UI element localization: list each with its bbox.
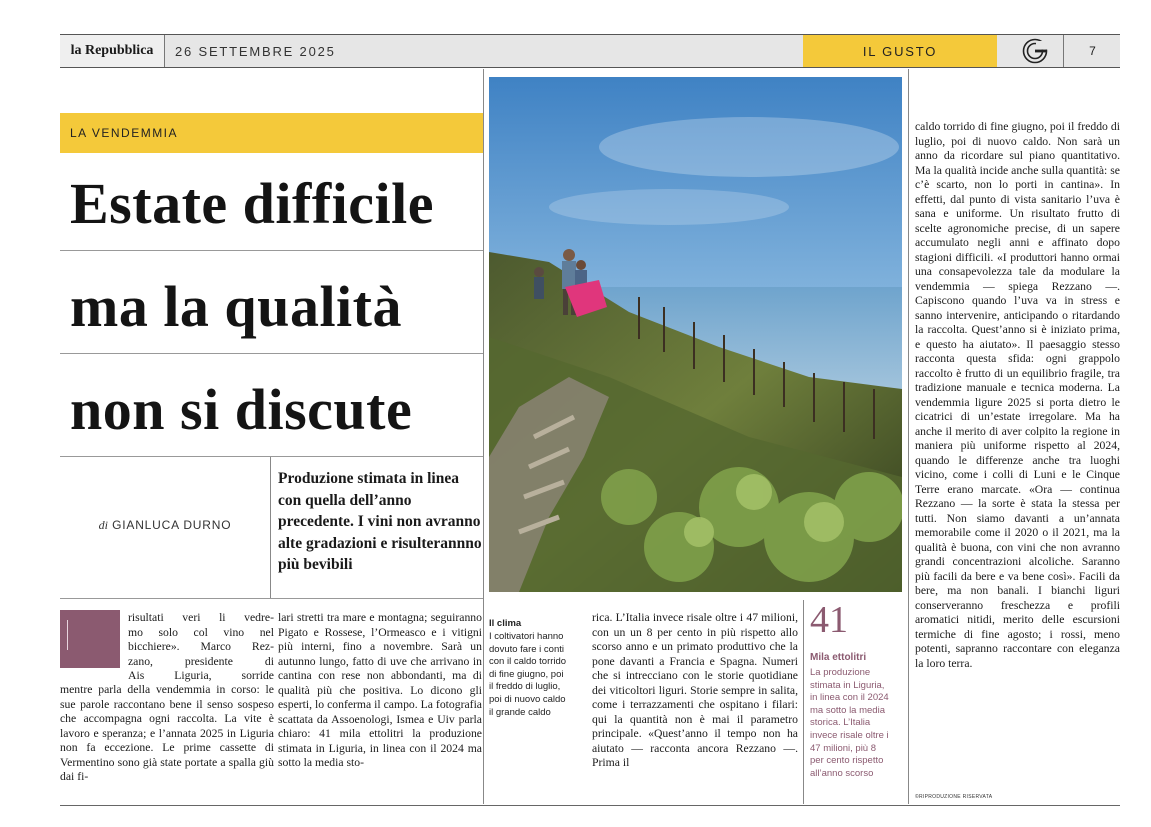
stat-line: stimata in Liguria, bbox=[810, 679, 885, 691]
body-column-1 bbox=[60, 683, 274, 785]
stat-line: storica. L’Italia bbox=[810, 717, 871, 729]
headline-rule bbox=[60, 456, 483, 457]
sidebar-line: il freddo di luglio, bbox=[489, 681, 561, 693]
sidebar-clima-title: Il clima bbox=[489, 618, 522, 629]
stat-line: all’anno scorso bbox=[810, 767, 874, 779]
body-line: risultati veri li vedre- bbox=[128, 611, 274, 624]
body-paragraph: rica. L’Italia invece risale oltre i 47 milioni, con un un 8 per cento in più rispetto allo scorso anno e un primato produttivo che la pone davanti a Francia e Spagna. Numeri che si intrecciano con le storie quotidiane dei viticoltori liguri. Storie sempre in salita, come i terrazzamenti che ospitano i filari: qui la quantità non è mai il parametro principale. «Quest’anno il tempo non ha aiutato — racconta ancora Rezzano —. Prima il bbox=[592, 611, 798, 769]
body-column-2 bbox=[278, 611, 482, 771]
g-logo-glyph bbox=[1022, 38, 1048, 64]
stat-line: 47 milioni, più 8 bbox=[810, 742, 877, 754]
vineyard-photo bbox=[489, 77, 902, 592]
stat-title: Mila ettolitri bbox=[810, 652, 867, 663]
sidebar-line: con il caldo torrido bbox=[489, 656, 567, 668]
stat-number: 41 bbox=[810, 599, 848, 641]
body-line: Ais Liguria, sorride bbox=[128, 669, 274, 682]
sidebar-line: il grande caldo bbox=[489, 706, 551, 718]
body-column-4 bbox=[915, 120, 1120, 671]
drop-cap-block bbox=[60, 610, 120, 668]
body-paragraph: lari stretti tra mare e montagna; seguiranno Pigato e Rossese, l’Ormeasco e i vitigni più interni, fino a novembre. Sarà un autunno lungo, fatto di uve che arrivano in cantina con rese non abbondanti, ma di qualità più che positiva. Lo dicono gli esperti, lo conferma il campo. La fotografia scattata da Assoenologi, Ismea e Uiv parla chiaro: 41 mila ettolitri la produzione stimata in Liguria, in linea con il 2024 ma sotto la media sto- bbox=[278, 611, 482, 769]
issue-date: 26 SETTEMBRE 2025 bbox=[175, 43, 336, 59]
body-line: bicchiere». Marco Rez- bbox=[128, 640, 274, 653]
column-rule bbox=[803, 600, 804, 804]
stat-line: invece risale oltre i bbox=[810, 729, 889, 741]
copyright-notice: ©RIPRODUZIONE RISERVATA bbox=[915, 794, 993, 800]
sidebar-clima-text bbox=[489, 631, 584, 719]
headline-line-1: Estate difficile bbox=[70, 171, 434, 236]
masthead: la Repubblica bbox=[60, 35, 165, 67]
headline-rule bbox=[60, 353, 483, 354]
body-paragraph: caldo torrido di fine giugno, poi il freddo di luglio, poi di nuovo caldo. Non sarà un anno da ricordare sul piano quantitativo. Ma la qualità incide anche sulla quantità: se c’è scarto, non lo porti in cantina». In effetti, dal punto di vista sanitario l’uva è sana e uniforme. Un risultato frutto di scelte agronomiche precise, di un sapere accumulato negli anni e affinato dopo stagioni difficili. «I produttori hanno ormai una consapevolezza tale da modulare la vendemmia — spiega Rezzano —. Capiscono quando l’uva va in stress e sanno intervenire, anticipando o ritardando la raccolta. Quest’anno si è iniziato prima, e questo ha aiutato». Il paesaggio stesso racconta questa sfida: ogni grappolo raccolto è frutto di un equilibrio fragile, tra tradizione manuale e tecnica moderna. La vendemmia ligure 2025 si porta dietro le cicatrici di un’estate irregolare. Ma ha anche il merito di aver colpito la regione in maniera più uniforme rispetto al 2024, quando le differenze anche tra luoghi vicino, come i colli di Luni e le Cinque Terre erano marcate. «Ora — continua Rezzano — la sorte è stata la stessa per tutti. Non siamo davanti a un’annata memorabile come il 2020 o il 2021, ma la qualità è buona, con vini che non avranno grandi concentrazioni alcoliche. Saranno più facili da bere e va bene così». Facili da bere, ma non banali. I bianchi liguri conserveranno freschezza e profili aromatici nitidi, merito delle escursioni termiche di fine agosto; i rossi, meno potenti, sapranno raccontare con eleganza la loro terra. bbox=[915, 120, 1120, 670]
body-column-3 bbox=[592, 611, 798, 771]
column-rule bbox=[270, 457, 271, 599]
sidebar-line: poi di nuovo caldo bbox=[489, 693, 566, 705]
sidebar-line: I coltivatori hanno bbox=[489, 631, 564, 642]
headline-line-3: non si discute bbox=[70, 377, 413, 442]
page-header bbox=[60, 34, 1120, 68]
vineyard-illustration bbox=[489, 77, 902, 592]
sidebar-line: di fine giugno, poi bbox=[489, 668, 564, 680]
stat-line: in linea con il 2024 bbox=[810, 692, 889, 704]
body-paragraph: mentre parla della vendemmia in corso: le sue parole raccontano bene il senso sospeso che accompagna ogni raccolta. La vite è lavoro e speranza; e l’annata 2025 in Liguria non fa eccezione. Le prime cassette di Vermentino sono già state portate a spalla giù dai fi- bbox=[60, 683, 274, 783]
stat-line: La produzione bbox=[810, 667, 871, 678]
stat-text bbox=[810, 667, 906, 780]
kicker-label: LA VENDEMMIA bbox=[60, 113, 483, 153]
headline-rule bbox=[60, 250, 483, 251]
body-line: mo solo col vino nel bbox=[128, 625, 274, 639]
stat-line: per cento rispetto bbox=[810, 755, 884, 767]
column-rule bbox=[908, 69, 909, 804]
sidebar-line: dovuto fare i conti bbox=[489, 643, 564, 655]
footer-rule bbox=[60, 805, 1120, 806]
byline bbox=[60, 518, 270, 533]
body-line: zano, presidente di bbox=[128, 654, 274, 668]
headline-line-2: ma la qualità bbox=[70, 274, 402, 339]
column-rule bbox=[483, 69, 484, 804]
drop-cap-mark bbox=[67, 620, 68, 650]
section-rule bbox=[60, 598, 483, 599]
page-number: 7 bbox=[1063, 35, 1121, 67]
byline-prefix: di bbox=[98, 518, 108, 532]
byline-name: GIANLUCA DURNO bbox=[112, 518, 232, 532]
stat-line: ma sotto la media bbox=[810, 704, 885, 716]
body-column-1-indent bbox=[128, 611, 274, 684]
section-label: IL GUSTO bbox=[803, 35, 997, 67]
subheadline: Produzione stimata in linea con quella dell’anno precedente. I vini non avranno alte gradazioni e risulterannno più bevibili bbox=[278, 470, 482, 573]
g-logo-icon bbox=[1017, 35, 1053, 67]
